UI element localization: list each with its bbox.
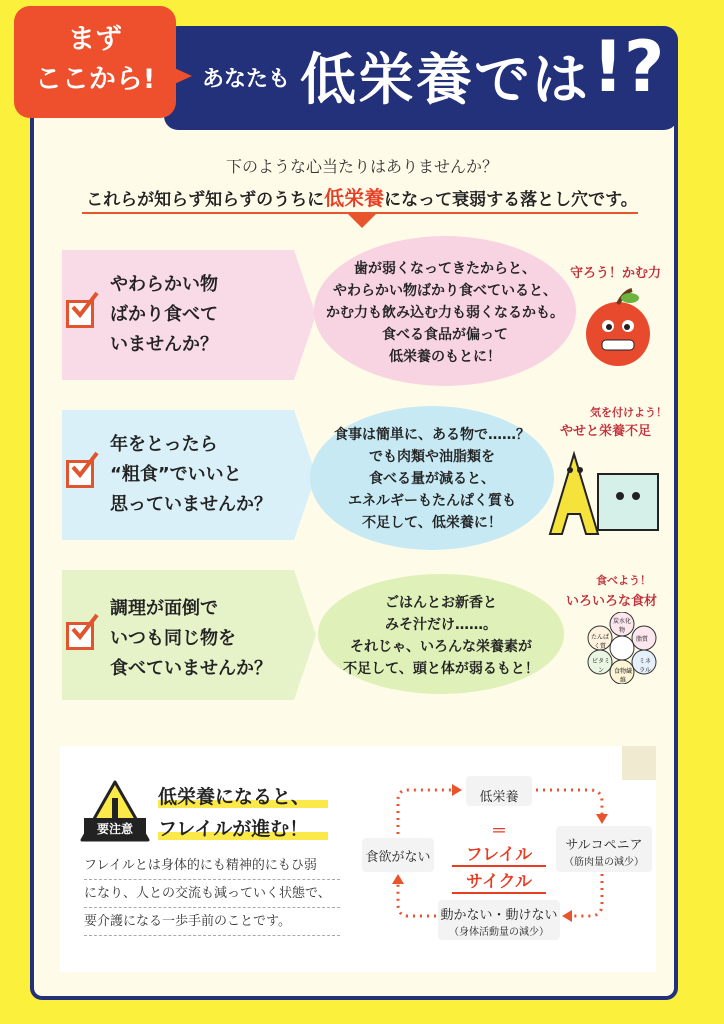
flower-carbs: 炭水化物 (612, 618, 631, 634)
bubble-1-text (314, 258, 576, 368)
question-line: 食べていませんか？ (110, 658, 272, 679)
letters-a-character-icon (540, 444, 666, 544)
chara-1-title: 守ろう！かむ力 (570, 266, 662, 281)
question-line: 年をとったら (110, 434, 218, 455)
bubble-line: 不足して、頭と体が弱るもと！ (343, 661, 539, 677)
tag-line-1: まず (68, 24, 122, 55)
question-3-text (110, 594, 272, 684)
flower-vitamin: ビタミン (592, 658, 611, 674)
bubble-line: それじゃ、いろんな栄養素が (350, 639, 532, 655)
flower-mineral: ミネラル (638, 658, 651, 674)
chara-3-subtitle: 食べよう！ (596, 574, 651, 587)
cycle-inactivity-sub: （身体活動量の減少） (449, 927, 549, 938)
tag-line-2: ここから! (34, 64, 156, 95)
checkbox-icon (66, 460, 94, 488)
bubble-line: ごはんとお新香と (385, 595, 497, 611)
bubble-line: やわらかい物ばかり食べていると、 (333, 283, 557, 299)
bubble-line: でも肉類や油脂類を (369, 449, 495, 465)
warning-title-1: 低栄養になると、 (158, 786, 311, 808)
chara-2-subtitle: 気を付けよう！ (590, 406, 667, 419)
intro-text-a: これらが知らず知らずのうちに (86, 190, 325, 210)
intro-statement (0, 182, 724, 211)
cycle-undernutrition: 低栄養 (479, 790, 519, 805)
question-1-text (110, 270, 218, 360)
frail-cycle-title (452, 840, 546, 894)
cycle-inactivity (438, 904, 560, 938)
warning-title-2: フレイルが進む！ (158, 818, 309, 840)
flower-fiber: 食物繊維 (614, 668, 633, 684)
frail-cycle-word2: サイクル (452, 867, 546, 894)
title-prefix: あなたも (202, 67, 291, 92)
question-line: やわらかい物 (110, 274, 218, 295)
cycle-sarcopenia-label: サルコペニア (565, 838, 643, 853)
bubble-line: 歯が弱くなってきたからと、 (354, 261, 536, 277)
checkbox-icon (66, 622, 94, 650)
frail-description (84, 852, 340, 936)
description-line: 要介護になる一歩手前のことです。 (84, 908, 340, 936)
food-flower-icon (586, 612, 658, 702)
caution-badge: 要注意 (84, 818, 146, 840)
flower-protein: たんぱく質 (590, 634, 609, 650)
bubble-line: 低栄養のもとに！ (389, 349, 501, 365)
description-line: フレイルとは身体的にも精神的にもひ弱 (84, 852, 340, 880)
question-line: 思っていませんか？ (110, 494, 272, 515)
intro-text-c: です。 (588, 190, 638, 210)
question-line: “粗食”でいいと (110, 464, 242, 485)
cycle-sarcopenia-sub: （筋肉量の減少） (564, 857, 644, 868)
bubble-2-text (310, 424, 554, 534)
question-line: ばかり食べて (110, 304, 218, 325)
bubble-line: 食事は簡単に、ある物で……？ (334, 427, 530, 443)
flower-fat: 脂質 (636, 636, 649, 643)
intro-question: 下のような心当たりはありませんか？ (225, 157, 498, 176)
title-mark: !? (592, 26, 665, 108)
start-here-label (14, 20, 176, 100)
cycle-inactivity-label: 動かない・動けない (440, 908, 558, 923)
question-line: 調理が面倒で (110, 598, 218, 619)
intro-text-b: になって衰弱する落とし穴 (384, 190, 589, 210)
apple-character-icon (572, 282, 664, 374)
bubble-line: エネルギーもたんぱく質も (348, 493, 516, 509)
question-line: いつも同じ物を (110, 628, 236, 649)
bubble-line: 食べる量が減ると、 (369, 471, 495, 487)
bubble-line: かむ力も飲み込む力も弱くなるかも。 (326, 305, 564, 321)
question-2-text (110, 430, 272, 520)
cycle-appetite-loss: 食欲がない (365, 850, 431, 865)
cycle-sarcopenia (556, 834, 652, 868)
page-title: 低栄養では (300, 48, 590, 113)
bubble-line: 不足して、低栄養に！ (362, 515, 502, 531)
question-line: いませんか？ (110, 334, 218, 355)
bubble-line: 食べる食品が偏って (382, 327, 508, 343)
frail-cycle-word1: フレイル (452, 840, 546, 867)
bubble-3-text (318, 592, 564, 680)
checkbox-icon (66, 300, 94, 328)
bubble-line: みそ汁だけ……。 (385, 617, 497, 633)
chara-2-title: やせと栄養不足 (560, 424, 652, 439)
description-line: になり、人との交流も減っていく状態で、 (84, 880, 340, 908)
card-3-arrow (294, 570, 316, 700)
intro-highlight: 低栄養 (324, 186, 385, 210)
card-1-arrow (294, 250, 316, 380)
cycle-equals: ＝ (490, 821, 507, 840)
chara-3-title: いろいろな食材 (566, 594, 658, 609)
intro-pointer (348, 214, 376, 228)
